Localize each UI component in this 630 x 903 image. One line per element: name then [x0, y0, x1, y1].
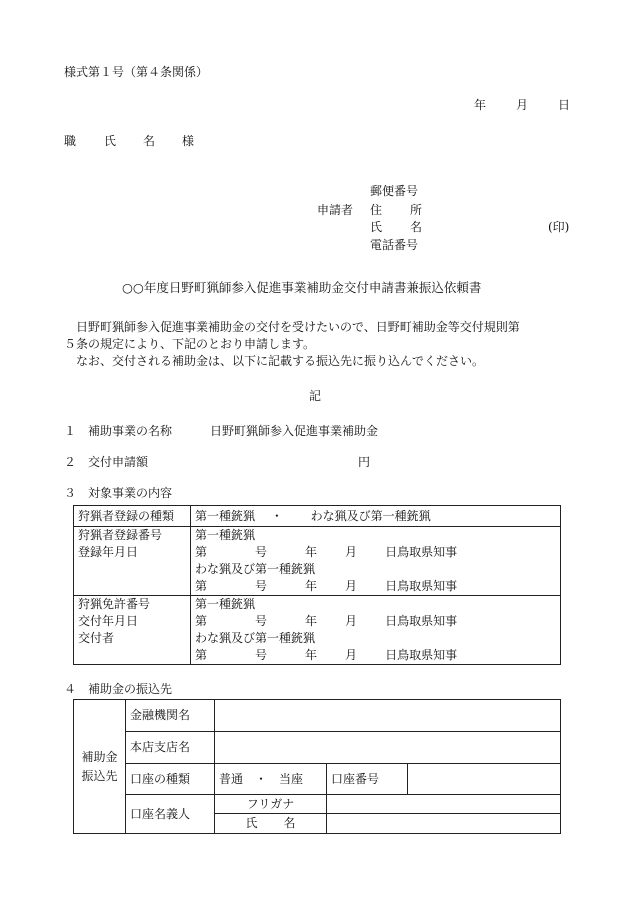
- separator-dot: ・: [270, 508, 283, 523]
- target-business-table: [73, 505, 561, 665]
- table-row: [74, 764, 561, 795]
- account-type-value[interactable]: 普通 ・ 当座: [215, 764, 327, 795]
- item1-value: 日野町猟師参入促進事業補助金: [210, 424, 379, 438]
- branch-name-label: 本店支店名: [126, 732, 215, 764]
- address-label-2: 所: [410, 203, 423, 217]
- applicant-label: 申請者: [317, 203, 354, 217]
- date-year: 年: [474, 98, 487, 112]
- account-number-field[interactable]: [408, 764, 561, 795]
- branch-name-field[interactable]: [215, 732, 561, 764]
- transfer-destination-label: 補助金 振込先: [74, 700, 126, 834]
- body-line-3: なお、交付される補助金は、以下に記載する振込先に振り込んでください。: [76, 354, 485, 368]
- table-row: [74, 795, 561, 814]
- postal-code-label: 郵便番号: [370, 184, 419, 198]
- item4-label: ４ 補助金の振込先: [64, 682, 173, 696]
- body-line-2: ５条の規定により、下記のとおり申請します。: [64, 337, 316, 351]
- table-row: [74, 506, 561, 527]
- account-number-label: 口座番号: [327, 764, 408, 795]
- item1-label: １ 補助事業の名称: [64, 424, 173, 438]
- item2-unit: 円: [358, 455, 371, 469]
- table-row: [74, 700, 561, 732]
- hunter-registration-number-label: 狩猟者登録番号 登録年月日: [74, 527, 191, 596]
- table-row: [74, 596, 561, 665]
- addressee-honorific: 様: [182, 134, 195, 148]
- transfer-account-table: [73, 699, 561, 834]
- bank-name-label: 金融機関名: [126, 700, 215, 732]
- item2-label: ２ 交付申請額: [64, 455, 149, 469]
- table-row: [74, 732, 561, 764]
- address-label-1: 住: [370, 203, 383, 217]
- furigana-label: フリガナ: [215, 795, 327, 814]
- form-number: 様式第１号（第４条関係）: [64, 65, 209, 79]
- holder-name-field[interactable]: [327, 814, 561, 834]
- date-month: 月: [516, 98, 529, 112]
- option-trap-and-gun: わな猟及び第一種銃猟: [310, 508, 431, 523]
- addressee-3: 名: [143, 134, 156, 148]
- document-title: ○○年度日野町猟師参入促進事業補助金交付申請書兼振込依頼書: [122, 280, 482, 295]
- account-holder-label: 口座名義人: [126, 795, 215, 834]
- table-row: [74, 527, 561, 596]
- body-line-1: 日野町猟師参入促進事業補助金の交付を受けたいので、日野町補助金等交付規則第: [76, 320, 520, 334]
- date-day: 日: [558, 98, 571, 112]
- name-label-2: 名: [410, 220, 423, 234]
- seal-mark: (印): [548, 220, 570, 234]
- hunter-registration-number-value: 第一種銃猟 第 号 年 月 日鳥取県知事 わな猟及び第一種銃猟 第 号 年 月 日鳥取県知事: [191, 527, 561, 596]
- holder-name-label: 氏 名: [215, 814, 327, 834]
- ki-heading: 記: [309, 389, 322, 403]
- bank-name-field[interactable]: [215, 700, 561, 732]
- furigana-field[interactable]: [327, 795, 561, 814]
- hunter-registration-type-label: 狩猟者登録の種類: [74, 506, 191, 527]
- addressee-2: 氏: [104, 134, 117, 148]
- hunting-license-number-label: 狩猟免許番号 交付年月日 交付者: [74, 596, 191, 665]
- account-type-label: 口座の種類: [126, 764, 215, 795]
- phone-label: 電話番号: [370, 238, 419, 252]
- hunter-registration-type-value: [191, 506, 561, 527]
- item3-label: ３ 対象事業の内容: [64, 486, 173, 500]
- name-label-1: 氏: [370, 220, 383, 234]
- addressee-1: 職: [64, 134, 77, 148]
- hunting-license-number-value: 第一種銃猟 第 号 年 月 日鳥取県知事 わな猟及び第一種銃猟 第 号 年 月 日鳥取県知事: [191, 596, 561, 665]
- option-first-class-gun: 第一種銃猟: [195, 508, 256, 523]
